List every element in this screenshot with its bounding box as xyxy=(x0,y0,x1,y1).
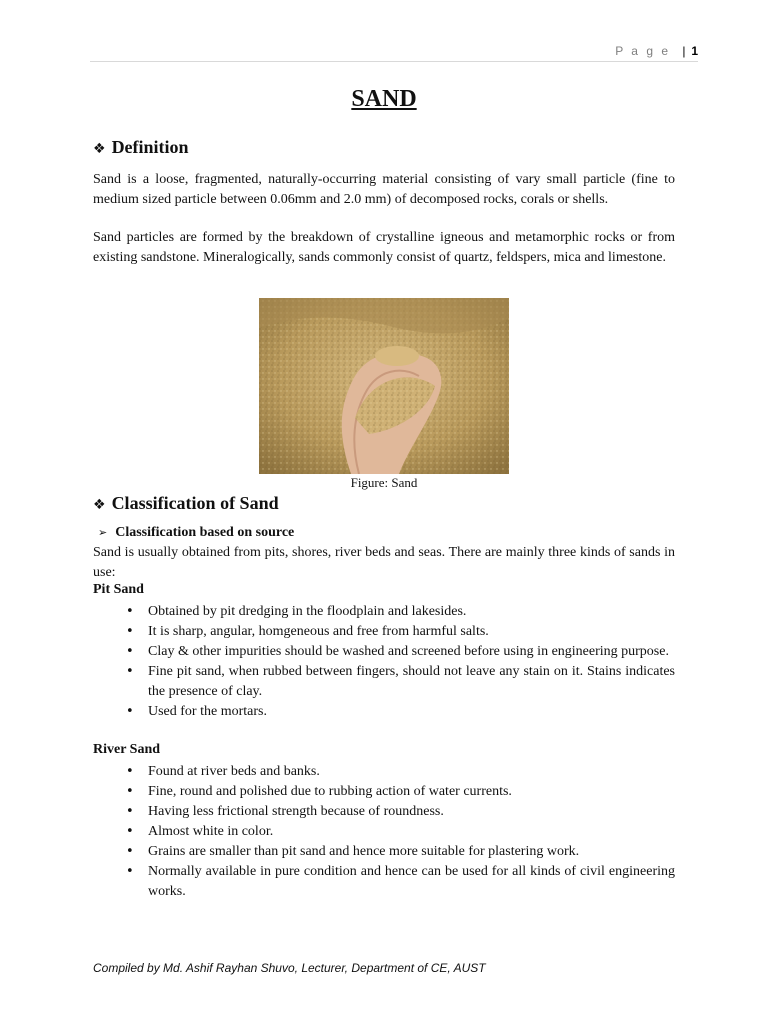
list-item: • It is sharp, angular, homgeneous and free from harmful salts. xyxy=(148,622,675,642)
page-label: P a g e xyxy=(615,44,671,58)
list-item: • Obtained by pit dredging in the floodplain and lakesides. xyxy=(148,602,675,622)
arrow-bullet-icon: ➢ xyxy=(98,526,108,539)
list-item: • Used for the mortars. xyxy=(148,702,675,722)
classification-heading xyxy=(93,493,279,514)
pit-sand-title: Pit Sand xyxy=(93,582,144,597)
page-separator: | xyxy=(682,44,686,58)
diamond-bullet-icon: ❖ xyxy=(93,141,106,157)
page-header xyxy=(90,44,698,58)
document-title: SAND xyxy=(351,86,417,112)
list-item: • Having less frictional strength because of roundness. xyxy=(148,802,675,822)
definition-paragraph-2: Sand particles are formed by the breakdown of crystalline igneous and metamorphic rocks or from existing sandstone. Mineralogically, sands commonly consist of quartz, feldspers, mica and limestone. xyxy=(93,230,675,265)
classification-heading-text: Classification of Sand xyxy=(111,493,279,513)
page-footer: Compiled by Md. Ashif Rayhan Shuvo, Lecturer, Department of CE, AUST xyxy=(93,961,486,975)
figure-caption: Figure: Sand xyxy=(350,475,418,490)
list-item: • Fine, round and polished due to rubbing action of water currents. xyxy=(148,782,675,802)
page-number: 1 xyxy=(691,44,698,58)
list-item: • Grains are smaller than pit sand and hence more suitable for plastering work. xyxy=(148,842,675,862)
list-item: • Fine pit sand, when rubbed between fingers, should not leave any stain on it. Stains indicates the presence of clay. xyxy=(148,662,675,701)
list-item: • Found at river beds and banks. xyxy=(148,762,675,782)
pit-sand-list xyxy=(148,602,675,722)
diamond-bullet-icon: ❖ xyxy=(93,497,106,513)
list-item: • Clay & other impurities should be washed and screened before using in engineering purpose. xyxy=(148,642,675,662)
classification-intro: Sand is usually obtained from pits, shores, river beds and seas. There are mainly three kinds of sands in use: xyxy=(93,545,675,580)
definition-paragraph-1: Sand is a loose, fragmented, naturally-occurring material consisting of vary small particle (fine to medium sized particle between 0.06mm and 2.0 mm) of decomposed rocks, corals or shells. xyxy=(93,172,675,207)
river-sand-list xyxy=(148,762,675,902)
header-rule xyxy=(90,61,698,62)
definition-heading-text: Definition xyxy=(111,137,189,157)
definition-heading xyxy=(93,137,189,158)
sand-photo xyxy=(259,298,509,474)
classification-subheading-text: Classification based on source xyxy=(115,525,295,540)
list-item: • Normally available in pure condition and hence can be used for all kinds of civil engineering works. xyxy=(148,862,675,901)
sand-in-hand-icon xyxy=(259,298,509,474)
river-sand-title: River Sand xyxy=(93,742,161,757)
list-item: • Almost white in color. xyxy=(148,822,675,842)
classification-subheading xyxy=(98,525,294,541)
